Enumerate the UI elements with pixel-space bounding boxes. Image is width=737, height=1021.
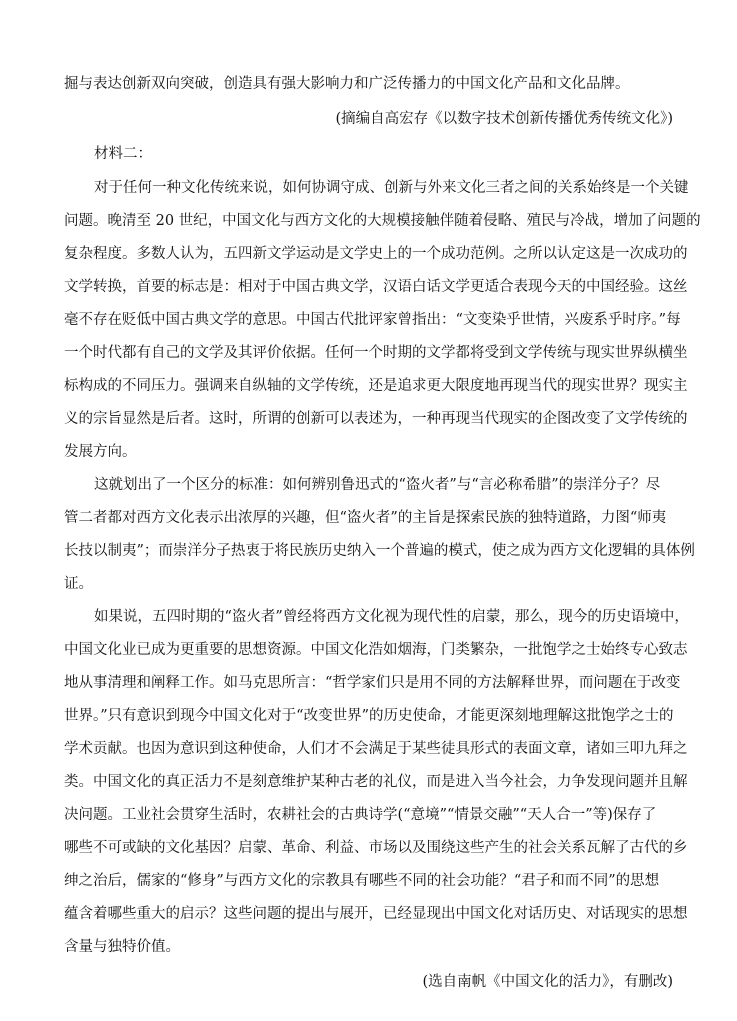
text-line-5: 文学转换，首要的标志是：相对于中国古典文学，汉语白话文学更适合表现今天的中国经验。这丝: [64, 279, 688, 295]
section-heading: 材料二：: [94, 146, 152, 162]
text-line-10: 发展方向。: [64, 444, 137, 460]
text-line-23: 绅之治后，儒家的“修身”与西方文化的宗教具有哪些不同的社会功能？“君子和而不同”的思想: [64, 873, 660, 889]
source-citation-1: (摘编自高宏存《以数字技术创新传播优秀传统文化》): [335, 111, 673, 127]
text-line-12: 管二者都对西方文化表示出浓厚的兴趣，但“盗火者”的主旨是探索民族的独特道路，力图“师夷: [64, 510, 667, 526]
text-line-11: 这就划出了一个区分的标准：如何辨别鲁迅式的“盗火者”与“言必称希腊”的崇洋分子？尽: [94, 477, 661, 493]
text-line-15: 如果说，五四时期的“盗火者”曾经将西方文化视为现代性的启蒙，那么，现今的历史语境中，: [94, 609, 689, 625]
source-citation-2: (选自南帆《中国文化的活力》，有删改): [422, 974, 673, 990]
text-line-13: 长技以制夷”；而崇洋分子热衷于将民族历史纳入一个普遍的模式，使之成为西方文化逻辑的具体例: [64, 543, 695, 559]
text-line-14: 证。: [64, 576, 93, 592]
text-line-16: 中国文化业已成为更重要的思想资源。中国文化浩如烟海，门类繁杂，一批饱学之士始终专心致志: [64, 642, 688, 658]
text-line-9: 义的宗旨显然是后者。这时，所谓的创新可以表述为，一种再现当代现实的企图改变了文学传统的: [64, 411, 688, 427]
text-line-18: 世界。”只有意识到现今中国文化对于“改变世界”的历史使命，才能更深刻地理解这批饱学之士的: [64, 708, 674, 724]
text-line-3: 问题。晚清至 20 世纪，中国文化与西方文化的大规模接触伴随着侵略、殖民与冷战，增加了问题的: [64, 213, 701, 229]
text-line-6: 毫不存在贬低中国古典文学的意思。中国古代批评家曾指出：“文变染乎世情，兴废系乎时序。”每: [64, 312, 681, 328]
text-line-17: 地从事清理和阐释工作。如马克思所言：“哲学家们只是用不同的方法解释世界，而问题在于改变: [64, 675, 681, 691]
text-line-1: 掘与表达创新双向突破，创造具有强大影响力和广泛传播力的中国文化产品和文化品牌。: [64, 76, 630, 92]
text-line-8: 标构成的不同压力。强调来自纵轴的文学传统，还是追求更大限度地再现当代的现实世界？现实主: [64, 378, 688, 394]
text-line-21: 决问题。工业社会贯穿生活时，农耕社会的古典诗学(“意境”“情景交融”“天人合一”等)保存了: [64, 807, 657, 823]
text-line-4: 复杂程度。多数人认为，五四新文学运动是文学史上的一个成功范例。之所以认定这是一次成功的: [64, 246, 688, 262]
text-line-7: 一个时代都有自己的文学及其评价依据。任何一个时期的文学都将受到文学传统与现实世界纵横坐: [64, 345, 688, 361]
text-line-22: 哪些不可或缺的文化基因？启蒙、革命、利益、市场以及围绕这些产生的社会关系瓦解了古代的乡: [64, 840, 688, 856]
text-line-20: 类。中国文化的真正活力不是刻意维护某种古老的礼仪，而是进入当今社会，力争发现问题并且解: [64, 774, 688, 790]
text-line-24: 蕴含着哪些重大的启示？这些问题的提出与展开，已经显现出中国文化对话历史、对话现实的思想: [64, 906, 688, 922]
text-line-19: 学术贡献。也因为意识到这种使命，人们才不会满足于某些徒具形式的表面文章，诸如三叩九拜之: [64, 741, 688, 757]
text-line-25: 含量与独特价值。: [64, 939, 180, 955]
text-line-2: 对于任何一种文化传统来说，如何协调守成、创新与外来文化三者之间的关系始终是一个关键: [94, 180, 689, 196]
